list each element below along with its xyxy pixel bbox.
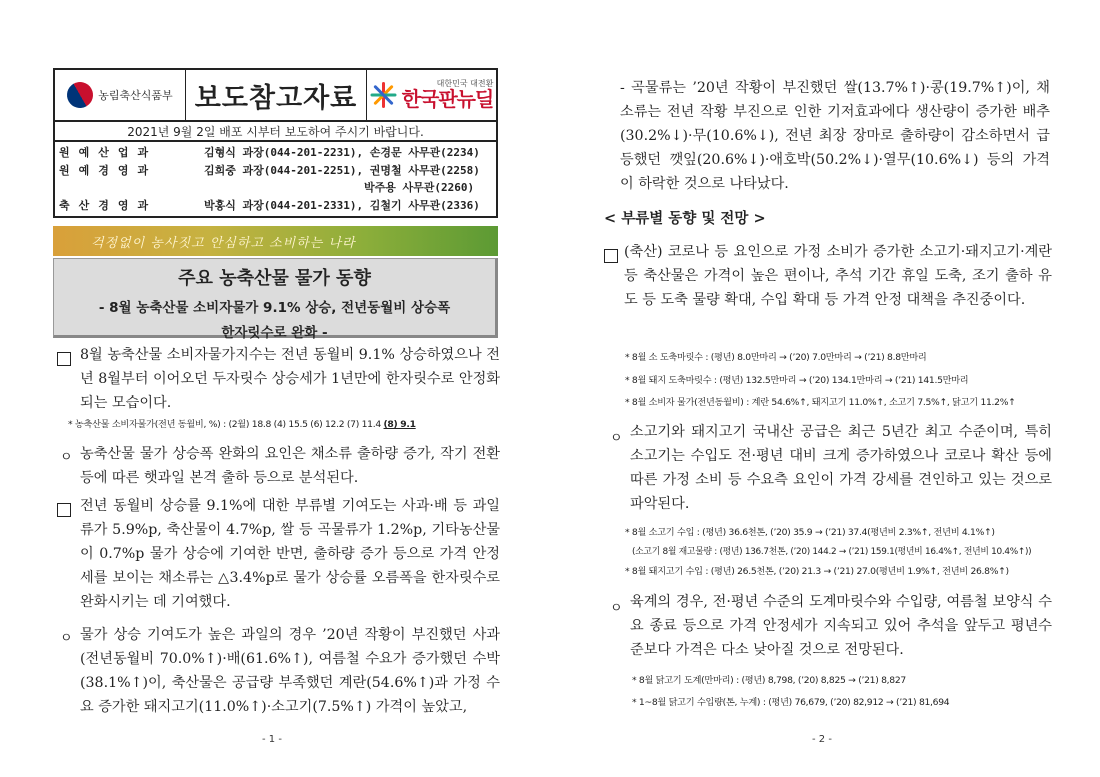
contact-row: 원예경영과 김희중 과장(044-201-2251), 권명철 사무관(2258)	[59, 163, 480, 177]
footnote: * 1~8월 닭고기 수입량(톤, 누계) : (평년) 76,679, (’20) 82,912 → (’21) 81,694	[632, 697, 950, 708]
circle-bullet: ㅇ	[610, 431, 623, 446]
paragraph: (축산) 코로나 등 요인으로 가정 소비가 증가한 소고기·돼지고기·계란 등 축산물은 가격이 높은 편이나, 추석 기간 휴일 도축, 조기 출하 유도 등 도축 물량 확대, 수입 확대 등 가격 안정 대책을 추진중이다.	[624, 244, 1052, 308]
paragraph: - 곡물류는 ’20년 작황이 부진했던 쌀(13.7%↑)·콩(19.7%↑)이, 채소류는 전년 작황 부진으로 인한 기저효과에다 생산량이 증가한 배추(30.2%↓)·무(10.6%↓), 전년 최장 장마로 출하량이 감소하면서 급등했던 깻잎(20.6%↓)·애호박(50.2%↓)·열무(10.6%↓) 등의 가격이 하락한 것으로 나타났다.	[620, 80, 1050, 192]
title-box	[53, 258, 498, 341]
release-notice: 2021년 9월 2일 배포 시부터 보도하여 주시기 바랍니다.	[53, 122, 498, 142]
logo-small-text: 대한민국 대전환	[436, 79, 494, 89]
footnote: * 8월 돼지 도축마릿수 : (평년) 132.5만마리 → (’20) 134.1만마리 → (’21) 141.5만마리	[625, 375, 969, 386]
logo-big-text: 한국판뉴딜	[401, 86, 494, 111]
circle-bullet: ㅇ	[60, 631, 73, 646]
paragraph: 8월 농축산물 소비자물가지수는 전년 동월비 9.1% 상승하였으나 전년 8월부터 이어오던 두자릿수 상승세가 1년만에 한자릿수로 안정화되는 모습이다.	[80, 347, 500, 411]
taegeuk-icon	[63, 77, 99, 113]
checkbox-bullet	[604, 249, 618, 263]
footnote: * 8월 닭고기 도계(만마리) : (평년) 8,798, (’20) 8,825 → (’21) 8,827	[632, 675, 906, 686]
new-deal-logo	[367, 70, 496, 120]
checkbox-bullet	[57, 503, 71, 517]
paragraph: 농축산물 물가 상승폭 완화의 요인은 채소류 출하량 증가, 작기 전환 등에 따른 햇과일 본격 출하 등으로 분석된다.	[80, 446, 500, 486]
ministry-logo	[55, 70, 186, 120]
paragraph: 육계의 경우, 전·평년 수준의 도계마릿수와 수입량, 여름철 보양식 수요 종료 등으로 가격 안정세가 지속되고 있어 추석을 앞두고 평년수준보다 가격은 다소 낮아질 것으로 전망된다.	[630, 594, 1052, 658]
paragraph: 전년 동월비 상승률 9.1%에 대한 부류별 기여도는 사과·배 등 과일류가 5.9%p, 축산물이 4.7%p, 쌀 등 곡물류가 1.2%p, 기타농산물이 0.7%p 물가 상승에 기여한 반면, 출하량 증가 등으로 가격 안정세를 보이는 채소류는 △3.4%p로 물가 상승률 오름폭을 한자릿수로 완화시키는 데 기여했다.	[80, 498, 500, 610]
page-number: - 1 -	[262, 734, 282, 745]
contact-row: 원예산업과 김형식 과장(044-201-2231), 손경문 사무관(2234)	[59, 146, 480, 159]
footnote: * 8월 소 도축마릿수 : (평년) 8.0만마리 → (’20) 7.0만마리 → (’21) 8.8만마리	[625, 352, 927, 363]
checkbox-bullet	[57, 352, 71, 366]
subtitle-line1: - 8월 농축산물 소비자물가 9.1% 상승, 전년동월비 상승폭	[98, 300, 451, 316]
circle-bullet: ㅇ	[60, 450, 73, 465]
contact-row: 박주용 사무관(2260)	[364, 181, 475, 194]
ministry-name: 농림축산식품부	[98, 89, 173, 102]
contact-table	[53, 142, 498, 218]
circle-bullet: ㅇ	[610, 601, 623, 616]
slogan-banner: 걱정없이 농사짓고 안심하고 소비하는 나라	[53, 226, 498, 256]
page-number: - 2 -	[812, 734, 832, 745]
section-heading: < 부류별 동향 및 전망 >	[604, 210, 766, 227]
footnote: * 8월 소고기 수입 : (평년) 36.6천톤, (’20) 35.9 → (’21) 37.4(평년비 2.3%↑, 전년비 4.1%↑)	[625, 527, 995, 538]
spark-icon	[370, 82, 396, 108]
footnote: * 농축산물 소비자물가(전년 동월비, %) : (2월) 18.8 (4) 15.5 (6) 12.2 (7) 11.4 (8) 9.1	[68, 419, 416, 430]
paragraph: 소고기와 돼지고기 국내산 공급은 최근 5년간 최고 수준이며, 특히 소고기는 수입도 전·평년 대비 크게 증가하였으나 코로나 확산 등에 따른 가정 소비 등 수요측 요인이 가격 강세를 견인하고 있는 것으로 파악된다.	[630, 424, 1052, 512]
contact-row: 축산경영과 박홍식 과장(044-201-2331), 김철기 사무관(2336)	[59, 198, 480, 212]
footnote: (소고기 8월 재고물량 : (평년) 136.7천톤, (’20) 144.2 → (’21) 159.1(평년비 16.4%↑, 전년비 10.4%↑))	[632, 547, 1032, 557]
footnote: * 8월 돼지고기 수입 : (평년) 26.5천톤, (’20) 21.3 → (’21) 27.0(평년비 1.9%↑, 전년비 26.8%↑)	[625, 566, 1009, 577]
footnote: * 8월 소비자 물가(전년동월비) : 계란 54.6%↑, 돼지고기 11.0%↑, 소고기 7.5%↑, 닭고기 11.2%↑	[625, 397, 1016, 408]
paragraph: 물가 상승 기여도가 높은 과일의 경우 ’20년 작황이 부진했던 사과(전년동월비 70.0%↑)·배(61.6%↑), 여름철 수요가 증가했던 수박(38.1%↑)이, 축산물은 공급량 부족했던 계란(54.6%↑)과 가정 수요 증가한 돼지고기(11.0%↑)·소고기(7.5%↑) 가격이 높았고,	[80, 627, 500, 715]
doc-type-title: 보도참고자료	[186, 70, 367, 120]
press-header	[53, 68, 498, 122]
main-title: 주요 농축산물 물가 동향	[178, 268, 371, 289]
subtitle-line2: 한자릿수로 완화 -	[221, 325, 328, 341]
